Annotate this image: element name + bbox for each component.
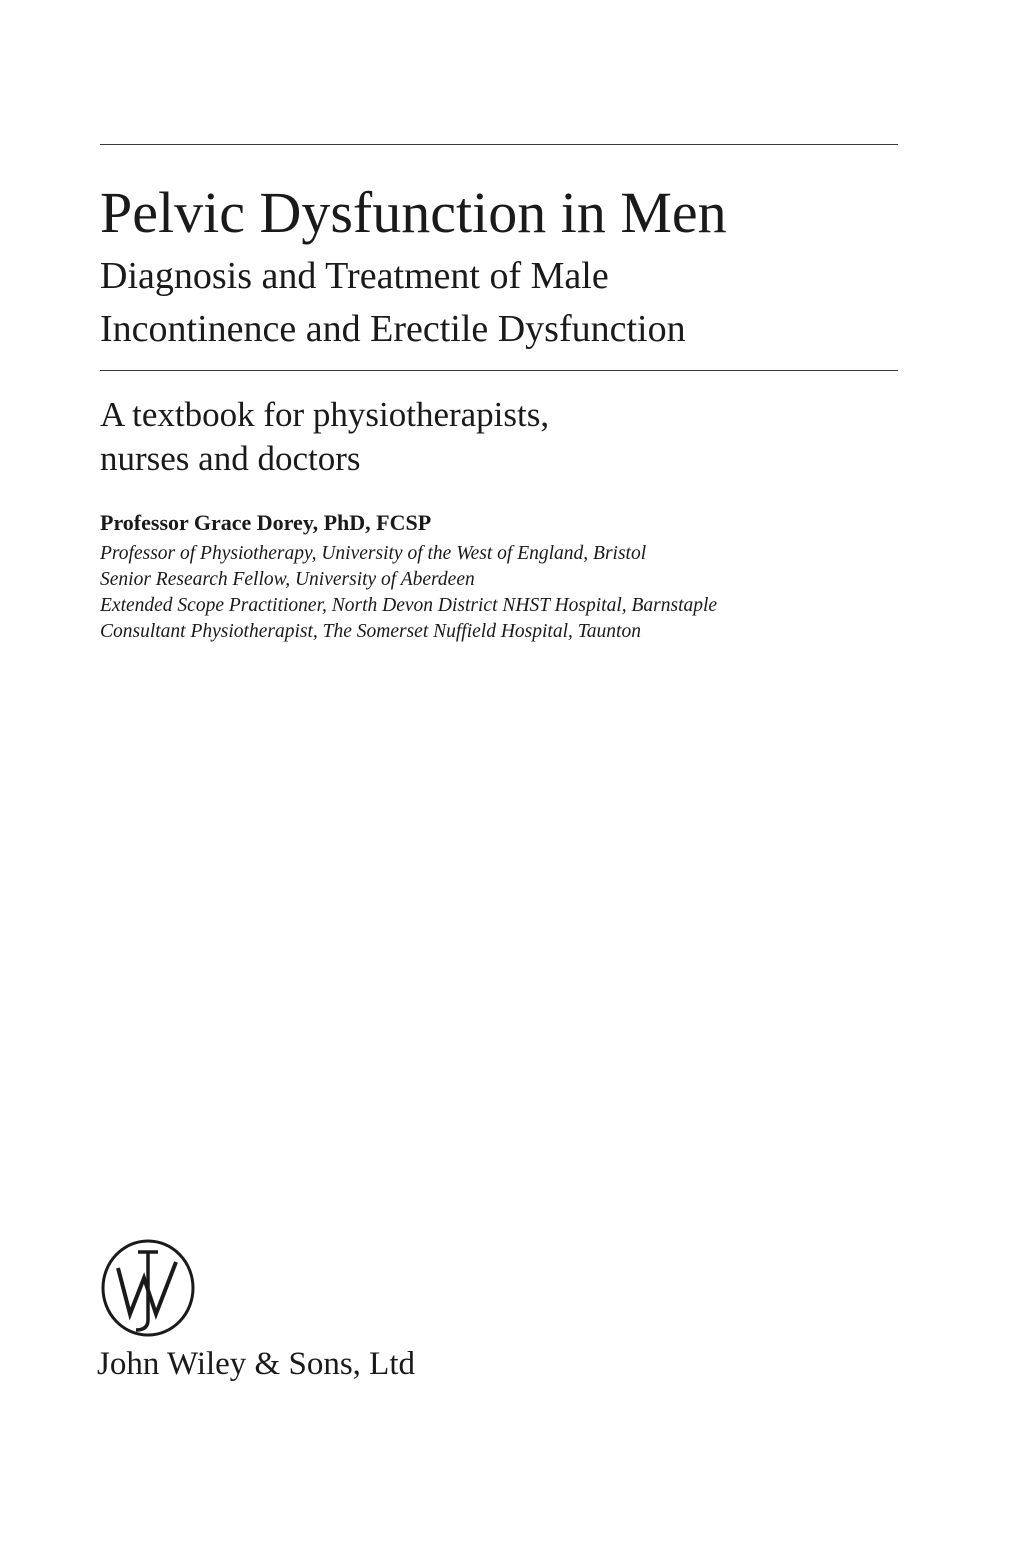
publisher-name: John Wiley & Sons, Ltd bbox=[97, 1346, 415, 1382]
affiliation-item: Extended Scope Practitioner, North Devon District NHST Hospital, Barnstaple bbox=[100, 595, 718, 616]
author-affiliations bbox=[100, 541, 717, 645]
subtitle-line-1: Diagnosis and Treatment of Male bbox=[100, 255, 609, 297]
middle-divider bbox=[100, 370, 898, 371]
affiliation-item: Senior Research Fellow, University of Aberdeen bbox=[100, 569, 475, 590]
top-divider bbox=[100, 144, 898, 145]
subtitle-line-2: Incontinence and Erectile Dysfunction bbox=[100, 308, 686, 350]
affiliation-item: Consultant Physiotherapist, The Somerset Nuffield Hospital, Taunton bbox=[100, 621, 641, 642]
book-title: Pelvic Dysfunction in Men bbox=[100, 180, 727, 245]
book-tagline bbox=[100, 393, 549, 481]
book-subtitle bbox=[100, 250, 686, 356]
author-name: Professor Grace Dorey, PhD, FCSP bbox=[100, 510, 432, 535]
wiley-logo-icon bbox=[100, 1238, 196, 1338]
tagline-line-1: A textbook for physiotherapists, bbox=[100, 395, 550, 434]
tagline-line-2: nurses and doctors bbox=[100, 439, 361, 478]
affiliation-item: Professor of Physiotherapy, University of the West of England, Bristol bbox=[100, 543, 647, 564]
